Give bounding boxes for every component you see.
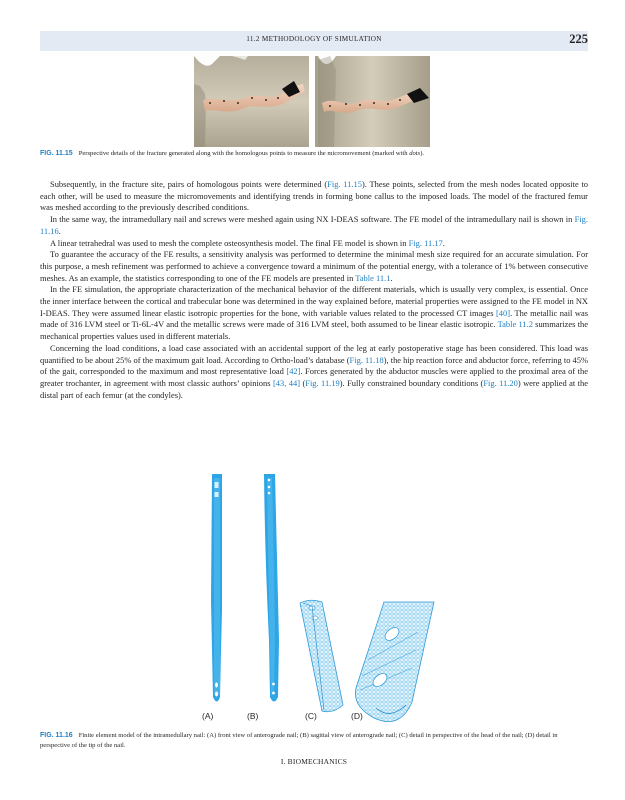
running-head: 11.2 METHODOLOGY OF SIMULATION: [246, 35, 382, 43]
caption-text: Perspective details of the fracture generated along with the homologous points to measure the micromovement (marked with: [78, 150, 410, 157]
cross-reference-link[interactable]: Fig. 11.20: [483, 377, 518, 388]
cross-reference-link[interactable]: Fig. 11.19: [305, 377, 340, 388]
cross-reference-link[interactable]: Table 11.2: [497, 319, 533, 330]
paragraph-text: .: [58, 225, 61, 236]
paragraph-text: .: [442, 237, 445, 248]
cross-reference-link[interactable]: Fig. 11.17: [408, 237, 443, 248]
paragraph-text: (: [300, 377, 306, 388]
paragraph-text: Concerning the load conditions, a load case associated with an accidental support of the leg at early postoperative stage has been considered. This load was quantified to be about 25% of the maximum gait load. According to Ortho-load’s database (: [40, 342, 588, 365]
cross-reference-link[interactable]: Fig. 11.15: [327, 179, 362, 189]
panel-label-a: (A): [202, 711, 214, 721]
nail-sagittal-view: [264, 474, 279, 702]
panel-label-b: (B): [247, 711, 259, 721]
paragraph-text: In the same way, the intramedullary nail and screws were meshed again using NX I-DEAS software. The FE model of the intramedullary nail is shown in: [50, 214, 575, 225]
caption-end: ).: [420, 150, 425, 157]
paragraph-text: Subsequently, in the fracture site, pairs of homologous points were determined (: [50, 179, 328, 189]
paragraph-text: ), the hip reaction force and abductor force, referring to 45% of the gait, corresponded to the maximum and most representative load: [40, 354, 588, 377]
cross-reference-link[interactable]: [42]: [286, 366, 301, 377]
paragraph-text: . The metallic nail was made of 316 LVM steel or Ti-6L-4V and the metallic screws were made of 316 LVM steel, both assumed to be linear elastic isotropic.: [40, 307, 588, 330]
cross-reference-link[interactable]: Table 11.1: [355, 272, 391, 283]
paragraph-text: . Forces generated by the abductor muscles were applied to the proximal area of the greater trochanter, in agreement with most classic authors’ opinions: [40, 366, 588, 388]
paragraph-text: To guarantee the accuracy of the FE results, a sensitivity analysis was performed to determine the minimal mesh size required for an accurate simulation. For this purpose, a mesh refinement was performed to achieve a convergence toward a minimum of the potential energy, with a tolerance of 1% between consecutive meshes. As an example, the statistics corresponding to one of the FE models are presented in: [40, 249, 588, 283]
page-number: 225: [569, 32, 588, 46]
panel-label-c: (C): [305, 711, 317, 721]
paragraph-text: summarizes the mechanical properties values used in different materials.: [40, 319, 589, 342]
figure-label: FIG. 11.16: [40, 732, 73, 739]
panel-label-d: (D): [351, 711, 363, 721]
paragraph-text: .: [390, 272, 393, 283]
nail-tip-detail: [355, 602, 434, 722]
nail-front-view: [211, 474, 222, 702]
paragraph-text: In the FE simulation, the appropriate characterization of the mechanical behavior of the different materials, which is usually very complex, is essential. Once the inner interface between the cortical and trabecular bone was determined in the way explained before, material properties were assigned to the FE model in NX I-DEAS. They were assumed linear elastic isotropic properties for the bone, with variable values related to the processed CT images: [40, 284, 588, 318]
cross-reference-link[interactable]: [43, 44]: [272, 377, 301, 388]
figure-11-16-caption: [40, 731, 588, 751]
figure-label: FIG. 11.15: [40, 150, 73, 157]
paragraph-text: A linear tetrahedral was used to mesh the complete osteosynthesis model. The final FE model is shown in: [50, 237, 409, 248]
cross-reference-link[interactable]: [40]: [496, 307, 511, 318]
page-footer: I. BIOMECHANICS: [280, 757, 348, 766]
paragraph-text: ). These points, selected from the mesh nodes located opposite to each other, will be used to measure the micromovements and identifying trends in forming bone callus to the imposed loads. The model of the fractured femur was meshed according to the previously described conditions.: [40, 179, 589, 213]
caption-text: Finite element model of the intramedullary nail: (A) front view of anterograde nail; (B) sagittal view of anterograde nail; (C) detail in perspective of the head of the nail; (D) detail in perspective of the tip of the nail.: [40, 732, 558, 749]
nail-head-detail: [300, 600, 343, 712]
cross-reference-link[interactable]: Fig. 11.16: [40, 214, 588, 236]
cross-reference-link[interactable]: Fig. 11.18: [349, 354, 384, 365]
paragraph-text: ). Fully constrained boundary conditions (: [339, 377, 484, 388]
paragraph-text: ) were applied at the distal part of each femur (at the condyles).: [40, 377, 588, 400]
caption-emphasis: dots: [409, 150, 421, 157]
